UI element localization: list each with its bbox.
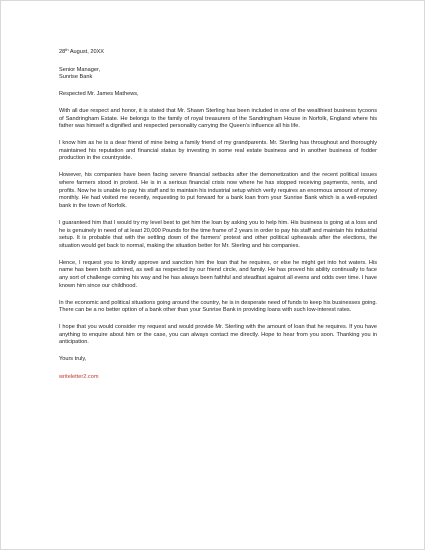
paragraph-4: I guaranteed him that I would try my level best to get him the loan by asking you to help him. His business is going at a loss and he is genuinely in need of at least 20,000 Pounds for the time frame of 2 years in order to pay his staff and maintain his industrial setup. It is probable that with the settling down of the farmers’ protest and other political upheavals after the elections, the situation would get back to normal, making the situation better for Mr. Sterling and his companies.	[59, 219, 377, 249]
paragraph-1: With all due respect and honor, it is stated that Mr. Shawn Sterling has been included in one of the wealthiest business tycoons of Sandringham Estate. He belongs to the family of royal treasurers of the Sandringham House in Norfolk, England where his father was himself a dignified and respected personality carrying the Queen’s influence all his life.	[59, 107, 377, 130]
date-month-year: August, 20XX	[68, 49, 105, 55]
paragraph-7: I hope that you would consider my request and would provide Mr. Sterling with the amount of loan that he requires. If you have anything to enquire about him or the case, you can always contact me directly. Hope to hear from you soon. Thanking you in anticipation.	[59, 323, 377, 346]
letter-body	[59, 49, 377, 382]
recipient-block	[59, 67, 377, 82]
paragraph-6: In the economic and political situations going around the country, he is in desperate need of funds to keep his businesses going. There can be a no better option of a bank other than your Sunrise Bank in providing loans with such low-interest rates.	[59, 299, 377, 314]
paragraph-2: I know him as he is a dear friend of mine being a family friend of my grandparents. Mr. Sterling has throughout and thoroughly maintained his reputation and financial status by investing in some real estate business and in another business of fodder production in the countryside.	[59, 140, 377, 162]
letter-date	[59, 49, 377, 57]
recipient-title: Senior Manager,	[59, 66, 101, 73]
paragraph-5: Hence, I request you to kindly approve and sanction him the loan that he requires, or else he might get into hot waters. His name has been both admired, as well as respected by our friend circle, and family. He has proved his ability continually to face any sort of challenge coming his way and he has always been faithful and steadfast against all evens and odds over time. I have known him since our childhood.	[59, 259, 377, 289]
salutation: Respected Mr. James Mathews,	[59, 91, 139, 98]
date-suffix: th	[65, 47, 69, 52]
paragraph-3: However, his companies have been facing severe financial setbacks after the demonetization and the recent political issues where farmers stood in protest. He is in a serious financial crisis now where he has stopped receiving payments, rents, and profits. Now he is unable to pay his staff and to maintain his industrial setup which verily requires an enormous amount of money monthly. He had visited me recently, requesting to put forward for a bank loan from your Sunrise Bank which is a well-reputed bank in the town of Norfolk.	[59, 172, 377, 210]
source-link[interactable]: writeletter2.com	[59, 373, 99, 380]
recipient-organization: Sunrise Bank	[59, 74, 93, 81]
date-day: 28	[59, 49, 66, 55]
closing: Yours truly,	[59, 356, 87, 363]
